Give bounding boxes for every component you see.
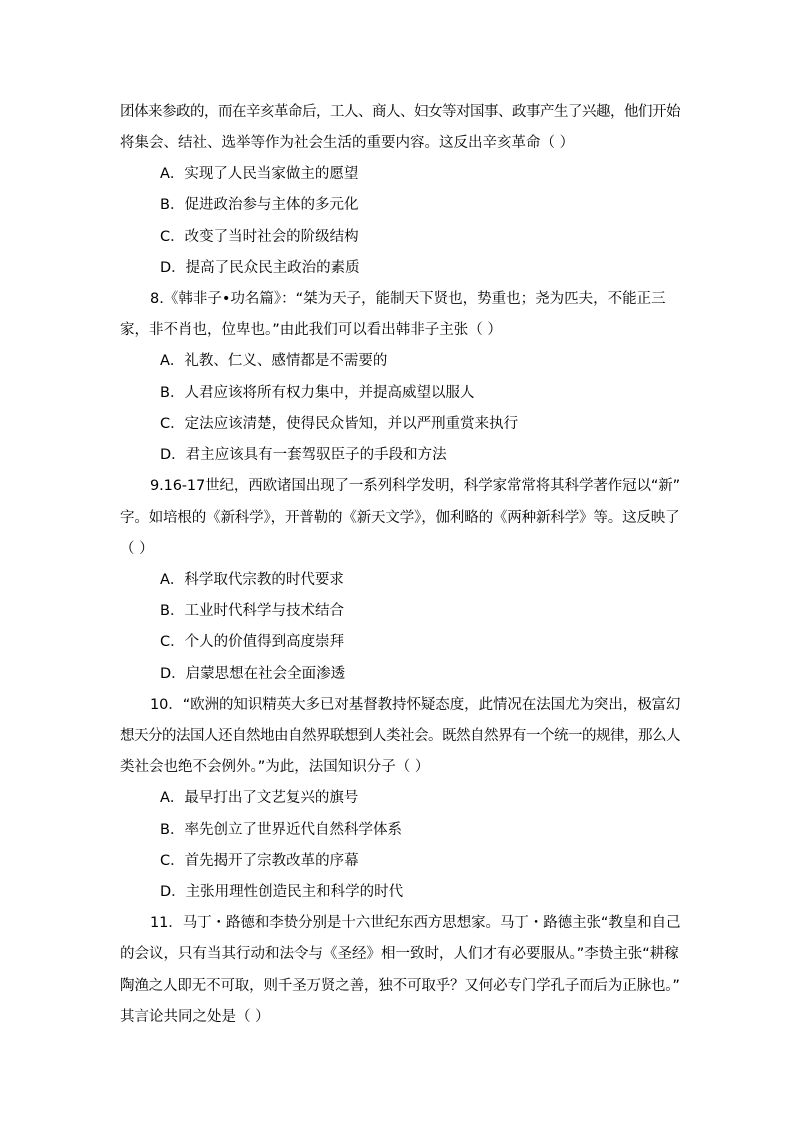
q10-stem-line-3: 类社会也绝不会例外。”为此，法国知识分子（ ） xyxy=(120,759,430,775)
q8-stem-line-1: 8.《韩非子•功名篇》：“桀为天子，能制天下贤也，势重也；尧为匹夫，不能正三 xyxy=(150,291,666,307)
q10-option-a: A．最早打出了文艺复兴的旗号 xyxy=(160,790,359,806)
q9-option-d: D．启蒙思想在社会全面渗透 xyxy=(160,666,346,682)
q11-stem-line-3: 陶渔之人即无不可取，则千圣万贤之善，独不可取乎？又何必专门学孔子而后为正脉也。” xyxy=(120,978,680,994)
intro-line-1: 团体来参政的，而在辛亥革命后，工人、商人、妇女等对国事、政事产生了兴趣，他们开始 xyxy=(120,104,680,120)
q11-stem-line-4: 其言论共同之处是（ ） xyxy=(120,1009,270,1025)
q7-option-b: B．促进政治参与主体的多元化 xyxy=(160,197,359,213)
q9-stem-line-1: 9.16-17世纪，西欧诸国出现了一系列科学发明，科学家常常将其科学著作冠以“新” xyxy=(150,478,680,494)
q11-stem-line-1: 11．马丁・路德和李贽分别是十六世纪东西方思想家。马丁・路德主张“教皇和自己 xyxy=(150,915,681,931)
q7-option-c: C．改变了当时社会的阶级结构 xyxy=(160,229,359,245)
q10-option-c: C．首先揭开了宗教改革的序幕 xyxy=(160,853,359,869)
q8-option-c: C．定法应该清楚，使得民众皆知，并以严刑重赏来执行 xyxy=(160,416,519,432)
q7-option-a: A．实现了人民当家做主的愿望 xyxy=(160,166,359,182)
q10-option-b: B．率先创立了世界近代自然科学体系 xyxy=(160,822,402,838)
q8-option-b: B．人君应该将所有权力集中，并提高威望以服人 xyxy=(160,385,475,401)
q11-stem-line-2: 的会议，只有当其行动和法令与《圣经》相一致时，人们才有必要服从。”李贽主张“耕稼 xyxy=(120,946,679,962)
q9-option-c: C．个人的价值得到高度崇拜 xyxy=(160,634,345,650)
intro-line-2: 将集会、结社、选举等作为社会生活的重要内容。这反出辛亥革命（ ） xyxy=(120,135,575,151)
q10-option-d: D．主张用理性创造民主和科学的时代 xyxy=(160,884,404,900)
q10-stem-line-2: 想天分的法国人还自然地由自然界联想到人类社会。既然自然界有一个统一的规律，那么人 xyxy=(120,728,680,744)
q9-stem-line-2: 字。如培根的《新科学》，开普勒的《新天文学》，伽利略的《两种新科学》等。这反映了 xyxy=(120,510,680,526)
q9-option-b: B．工业时代科学与技术结合 xyxy=(160,603,344,619)
q8-option-d: D．君主应该具有一套驾驭臣子的手段和方法 xyxy=(160,447,447,463)
q9-stem-line-3: （ ） xyxy=(120,541,154,557)
q8-option-a: A．礼教、仁义、感情都是不需要的 xyxy=(160,353,388,369)
q10-stem-line-1: 10．“欧洲的知识精英大多已对基督教持怀疑态度，此情况在法国尤为突出，极富幻 xyxy=(150,697,681,713)
q8-stem-line-2: 家，非不肖也，位卑也。”由此我们可以看出韩非子主张（ ） xyxy=(120,322,502,338)
q9-option-a: A．科学取代宗教的时代要求 xyxy=(160,572,344,588)
q7-option-d: D．提高了民众民主政治的素质 xyxy=(160,260,360,276)
